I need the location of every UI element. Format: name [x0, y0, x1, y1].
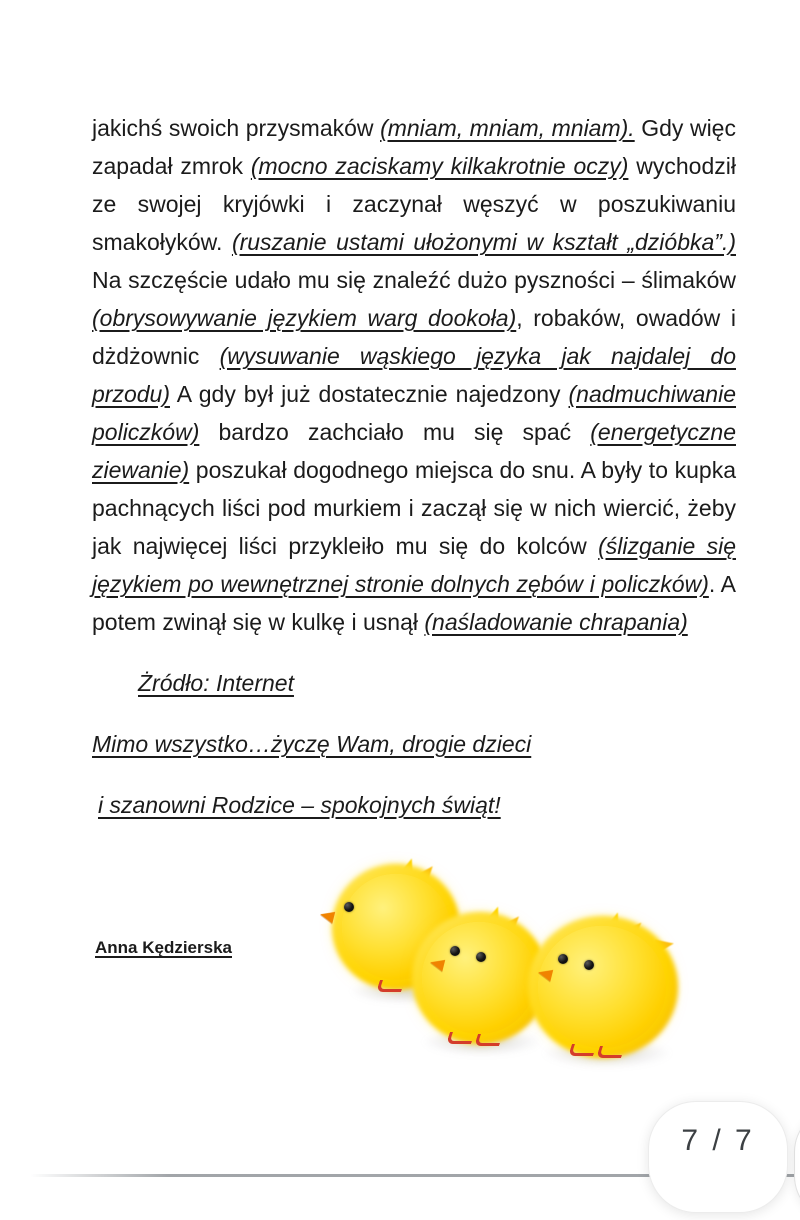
narration-text: A gdy był już dostatecznie najedzony	[169, 381, 569, 407]
chick-eye	[450, 946, 460, 956]
wishes-line-2: i szanowni Rodzice – spokojnych świąt!	[98, 792, 501, 818]
chick-eye	[344, 902, 354, 912]
narration-text: bardzo zachciało mu się spać	[199, 419, 591, 445]
chick-eye	[558, 954, 568, 964]
chick-foot	[596, 1046, 625, 1058]
narration-text: . A potem zwinął się w kulkę i usnął	[92, 571, 736, 635]
wishes-line-1: Mimo wszystko…życzę Wam, drogie dzieci	[92, 731, 532, 757]
chick-body	[422, 922, 536, 1034]
page-indicator-pill[interactable]	[648, 1101, 788, 1213]
page-indicator-text: 7 / 7	[681, 1124, 755, 1157]
narration-text: jakichś swoich przysmaków	[92, 115, 381, 141]
chick-foot	[568, 1044, 597, 1056]
document-page	[92, 86, 736, 847]
edge-button-partial[interactable]	[794, 1108, 800, 1220]
chick-beak	[319, 908, 335, 923]
story-paragraph	[92, 109, 736, 641]
stage-direction: (energetyczne ziewanie)	[92, 419, 736, 483]
source-line: Żródło: Internet	[138, 670, 294, 696]
narration-text: Na szczęście udało mu się znaleźć dużo pyszności – ślimaków	[92, 267, 736, 293]
chick-eye	[584, 960, 594, 970]
easter-chicks-photo	[280, 850, 720, 1065]
chick-eye	[476, 952, 486, 962]
stage-direction: (nadmuchiwanie policzków)	[92, 381, 736, 445]
chick-foot	[446, 1032, 475, 1044]
narration-text: , robaków, owadów i dżdżownic	[92, 305, 736, 369]
stage-direction: (ruszanie ustami ułożonymi w kształt „dzióbka”.)	[231, 229, 736, 255]
narration-text: wychodził ze swojej kryjówki i zaczynał węszyć w poszukiwaniu smakołyków.	[92, 153, 736, 255]
chick-foot	[474, 1034, 503, 1046]
stage-direction: (mniam, mniam, mniam).	[380, 115, 635, 141]
narration-text: poszukał dogodnego miejsca do snu. A były to kupka pachnących liści pod murkiem i zaczął się w nich wiercić, żeby jak najwięcej liści przykleiło mu się do kolców	[92, 457, 736, 559]
stage-direction: (obrysowywanie językiem warg dookoła)	[92, 305, 517, 331]
stage-direction: (ślizganie się językiem po wewnętrznej stronie dolnych zębów i policzków)	[92, 533, 736, 597]
stage-direction: (mocno zaciskamy kilkakrotnie oczy)	[250, 153, 629, 179]
author-signature: Anna Kędzierska	[95, 938, 232, 957]
stage-direction: (wysuwanie wąskiego języka jak najdalej do przodu)	[92, 343, 736, 407]
chick-body	[538, 926, 666, 1048]
chick-foot	[376, 980, 405, 992]
narration-text: Gdy więc zapadał zmrok	[92, 115, 736, 179]
stage-direction: (naśladowanie chrapania)	[424, 609, 688, 635]
